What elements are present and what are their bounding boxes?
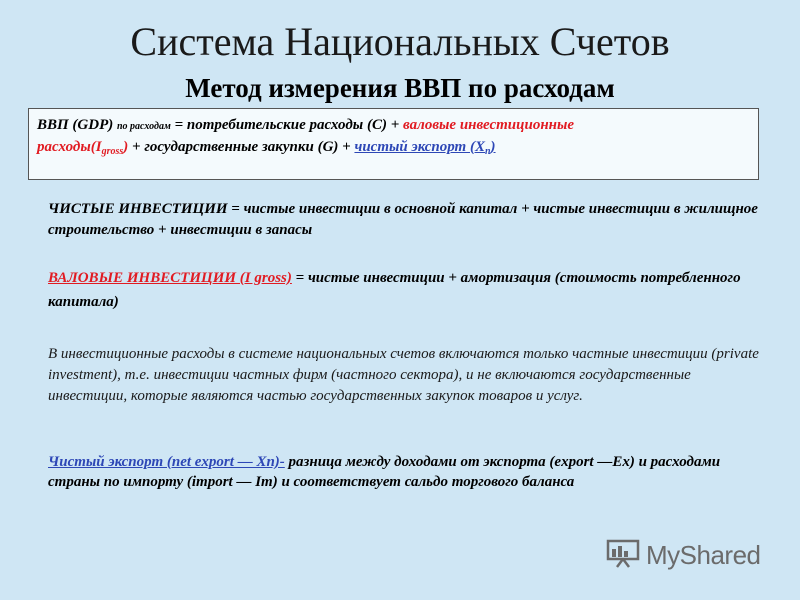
gdp-subscript: по расходам: [117, 121, 171, 132]
gross-investment-term-1: валовые инвестиционные: [403, 117, 575, 133]
page-subtitle: Метод измерения ВВП по расходам: [185, 73, 615, 103]
page-title: Система Национальных Счетов: [130, 19, 670, 64]
formula-part-1: = потребительские расходы (C) +: [170, 117, 404, 133]
gross-investment-text: = чистые инвестиции + амортизация (стоимость потребленного капитала): [48, 270, 741, 310]
gdp-formula-box: [28, 108, 759, 180]
myshared-logo: [606, 537, 766, 573]
gross-subscript: gross: [101, 146, 124, 157]
net-export-definition-text: разница между доходами от экспорта (export —Ex) и расходами страны по импорту (import — Im) и соответствует сальдо торгового баланса: [48, 454, 721, 490]
gdp-term: ВВП (GDP): [37, 117, 114, 133]
private-investment-note: В инвестиционные расходы в системе национальных счетов включаются только частные инвестиции (private investment), т.е. инвестиции частных фирм (частного сектора), и не включаются государственные инвестиции, которые являются частью государственных закупок товаров и услуг.: [48, 346, 759, 404]
net-investment-definition: ЧИСТЫЕ ИНВЕСТИЦИИ = чистые инвестиции в основной капитал + чистые инвестиции в жилищное строительство + инвестиции в запасы: [48, 201, 758, 238]
gross-investment-definition: [48, 266, 768, 314]
net-export-link[interactable]: чистый экспорт $(X_n)$: [354, 139, 496, 157]
logo-text: MyShared: [646, 539, 761, 570]
gross-investment-link[interactable]: ВАЛОВЫЕ ИНВЕСТИЦИИ (I gross): [48, 270, 292, 286]
gross-close: ): [123, 139, 129, 155]
formula-part-2: + государственные закупки (G) +: [128, 139, 355, 155]
gross-investment-term-2: расходы(I: [37, 139, 102, 155]
net-export-definition: [48, 452, 768, 492]
presentation-board-icon: [606, 538, 640, 573]
net-export-definition-link[interactable]: Чистый экспорт (net export — Xn)-: [48, 454, 285, 470]
